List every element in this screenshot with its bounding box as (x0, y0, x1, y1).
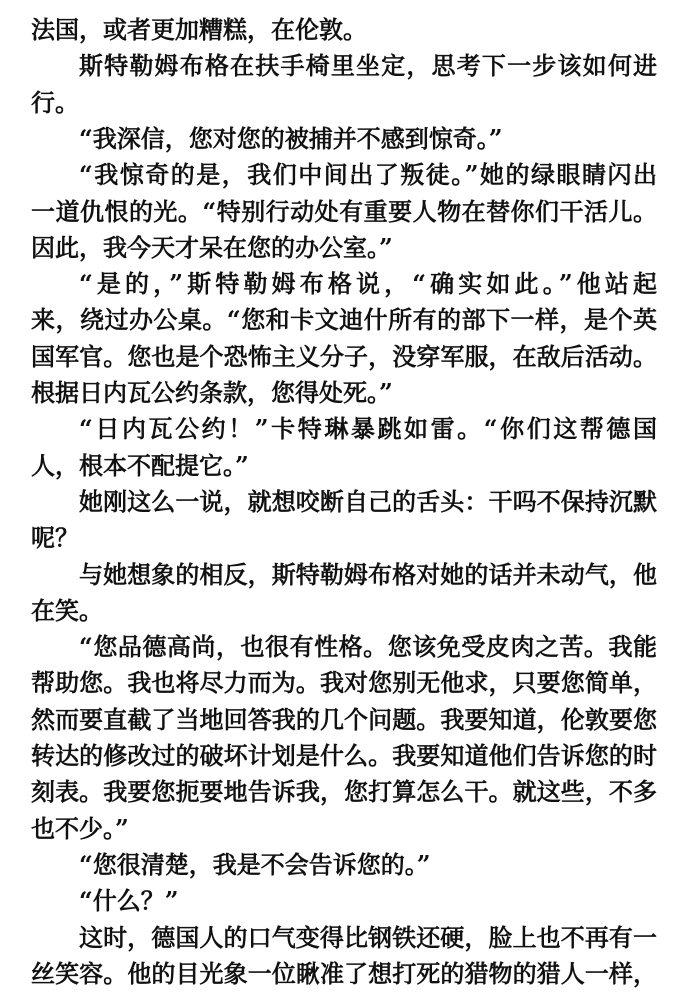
text-line: “您品德高尚，也很有性格。您该免受皮肉之苦。我能 (79, 632, 657, 662)
text-line: 人，根本不配提它。” (31, 450, 249, 480)
text-line: 在笑。 (31, 595, 103, 625)
text-line: 来，绕过办公桌。“您和卡文迪什所有的部下一样，是个英 (31, 305, 657, 335)
text-line: 一道仇恨的光。“特别行动处有重要人物在替你们干活儿。 (31, 196, 657, 226)
text-line: 也不少。” (31, 813, 129, 843)
text-line: 转达的修改过的破坏计划是什么。我要知道他们告诉您的时 (31, 741, 657, 770)
text-line: 与她想象的相反，斯特勒姆布格对她的话并未动气，他 (79, 559, 657, 589)
text-line: 国军官。您也是个恐怖主义分子，没穿军服，在敌后活动。 (31, 341, 657, 371)
text-line: 斯特勒姆布格在扶手椅里坐定，思考下一步该如何进 (79, 51, 657, 81)
text-line: 刻表。我要您扼要地告诉我，您打算怎么干。就这些，不多 (31, 777, 657, 807)
text-line: 因此，我今天才呆在您的办公室。” (31, 232, 393, 262)
text-line: “日内瓦公约！”卡特琳暴跳如雷。“你们这帮德国 (79, 414, 657, 444)
text-line: 呢？ (31, 523, 79, 553)
text-line: 帮助您。我也将尽力而为。我对您别无他求，只要您简单， (31, 668, 657, 698)
text-line: 她刚这么一说，就想咬断自己的舌头：干吗不保持沉默 (79, 486, 657, 516)
text-line: “我深信，您对您的被捕并不感到惊奇。” (79, 123, 503, 153)
text-line: 行。 (31, 87, 79, 117)
text-line: 根据日内瓦公约条款，您得处死。” (31, 378, 393, 407)
text-line: 丝笑容。他的目光象一位瞅准了想打死的猎物的猎人一样， (31, 958, 657, 988)
text-line: “我惊奇的是，我们中间出了叛徒。”她的绿眼睛闪出 (79, 160, 657, 190)
text-line: 然而要直截了当地回答我的几个问题。我要知道，伦敦要您 (31, 704, 657, 734)
text-line: “您很清楚，我是不会告诉您的。” (79, 849, 431, 879)
text-line: 法国，或者更加糟糕，在伦敦。 (31, 15, 367, 44)
text-line: 这时，德国人的口气变得比钢铁还硬，脸上也不再有一 (79, 922, 657, 952)
text-line: “是的，”斯特勒姆布格说，“确实如此。”他站起 (79, 269, 657, 299)
text-line: “什么？” (79, 886, 179, 916)
